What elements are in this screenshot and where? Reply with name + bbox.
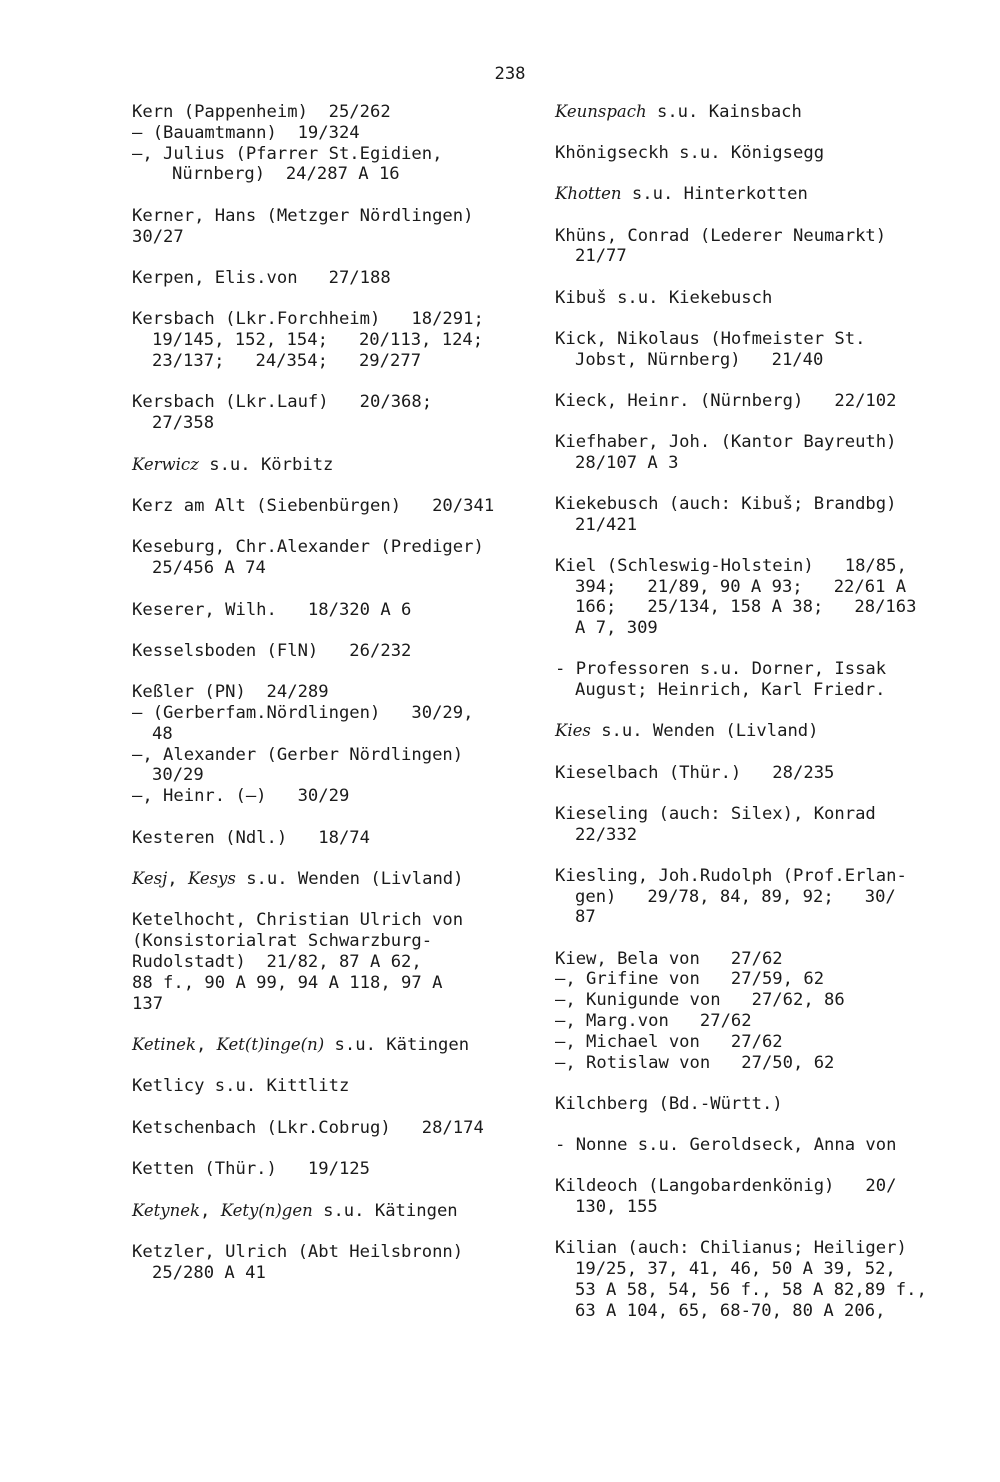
index-entry: [132, 1118, 532, 1139]
entry-text: 166; 25/134, 158 A 38; 28/163: [575, 597, 917, 618]
entry-text: Ketzler, Ulrich (Abt Heilsbronn): [132, 1241, 464, 1262]
entry-line: [132, 309, 532, 330]
entry-text: —, Kunigunde von 27/62, 86: [555, 990, 845, 1011]
entry-text: 25/456 A 74: [152, 558, 266, 579]
entry-line: [132, 1263, 532, 1284]
entry-text: 22/332: [575, 824, 638, 845]
index-entry: [132, 102, 532, 185]
entry-line: [555, 1301, 955, 1322]
emphasized-term: Kety(n)gen: [220, 1200, 313, 1220]
entry-line: [132, 413, 532, 434]
entry-text: August; Heinrich, Karl Friedr.: [575, 680, 886, 701]
entry-line: [132, 537, 532, 558]
entry-line: [555, 577, 955, 598]
index-entry: [555, 102, 955, 123]
entry-text: Kerner, Hans (Metzger Nördlingen): [132, 205, 474, 226]
index-entry: [132, 496, 532, 517]
index-entry: [555, 391, 955, 412]
entry-line: [555, 556, 955, 577]
entry-line: [555, 143, 955, 164]
index-entry: [555, 1094, 955, 1115]
index-entry: [132, 206, 532, 248]
entry-text: 19/145, 152, 154; 20/113, 124;: [152, 330, 484, 351]
entry-text: 25/280 A 41: [152, 1262, 266, 1283]
entry-text: 130, 155: [575, 1196, 658, 1217]
entry-line: [132, 1118, 532, 1139]
index-entry: [132, 869, 532, 890]
entry-text: ,: [167, 869, 188, 890]
entry-line: [132, 268, 532, 289]
index-entry: [555, 1176, 955, 1218]
entry-line: [132, 973, 532, 994]
index-entry: [555, 143, 955, 164]
entry-text: — (Bauamtmann) 19/324: [132, 122, 360, 143]
entry-text: 28/107 A 3: [575, 452, 679, 473]
index-entry: [132, 537, 532, 579]
entry-text: Kieck, Heinr. (Nürnberg) 22/102: [555, 390, 897, 411]
entry-line: [132, 1076, 532, 1097]
entry-line: [555, 804, 955, 825]
entry-text: Keseburg, Chr.Alexander (Prediger): [132, 537, 484, 558]
entry-line: [555, 949, 955, 970]
index-entry: [555, 1238, 955, 1321]
entry-text: Keßler (PN) 24/289: [132, 682, 329, 703]
entry-text: Ketelhocht, Christian Ulrich von: [132, 910, 464, 931]
entry-line: [555, 659, 955, 680]
entry-text: Nürnberg) 24/287 A 16: [172, 164, 400, 185]
entry-line: [555, 226, 955, 247]
entry-text: Khönigseckh s.u. Königsegg: [555, 143, 825, 164]
index-entry: [555, 556, 955, 639]
entry-line: [132, 600, 532, 621]
entry-text: 21/77: [575, 246, 627, 267]
index-entry: [555, 184, 955, 205]
entry-line: [132, 745, 532, 766]
entry-line: [555, 1032, 955, 1053]
entry-text: s.u. Wenden (Livland): [235, 869, 464, 890]
entry-text: 30/29: [152, 765, 204, 786]
entry-text: —, Alexander (Gerber Nördlingen): [132, 744, 464, 765]
entry-text: Kersbach (Lkr.Lauf) 20/368;: [132, 392, 433, 413]
entry-line: [555, 597, 955, 618]
emphasized-term: Kerwicz: [132, 454, 199, 474]
entry-line: [555, 990, 955, 1011]
entry-text: —, Grifine von 27/59, 62: [555, 969, 825, 990]
index-entry: [555, 288, 955, 309]
entry-line: [555, 1280, 955, 1301]
entry-text: —, Julius (Pfarrer St.Egidien,: [132, 143, 443, 164]
entry-text: Ketschenbach (Lkr.Cobrug) 28/174: [132, 1117, 484, 1138]
entry-line: [555, 825, 955, 846]
entry-line: [132, 206, 532, 227]
entry-line: [555, 1197, 955, 1218]
index-entry: [555, 1135, 955, 1156]
entry-text: - Professoren s.u. Dorner, Issak: [555, 659, 887, 680]
entry-text: s.u. Kätingen: [312, 1200, 458, 1221]
entry-line: [555, 1053, 955, 1074]
entry-text: gen) 29/78, 84, 89, 92; 30/: [575, 886, 896, 907]
entry-line: [555, 969, 955, 990]
entry-text: Kiel (Schleswig-Holstein) 18/85,: [555, 555, 907, 576]
index-entry: [132, 600, 532, 621]
entry-line: [555, 1094, 955, 1115]
emphasized-term: Ketinek: [132, 1035, 196, 1055]
entry-text: Kesteren (Ndl.) 18/74: [132, 827, 370, 848]
index-entry: [555, 432, 955, 474]
entry-line: [132, 123, 532, 144]
entry-line: [132, 351, 532, 372]
entry-line: [555, 618, 955, 639]
emphasized-term: Ketynek: [132, 1200, 200, 1220]
entry-text: Ketten (Thür.) 19/125: [132, 1159, 370, 1180]
entry-line: [555, 432, 955, 453]
index-entry: [555, 226, 955, 268]
entry-line: [555, 1238, 955, 1259]
index-entry: [555, 659, 955, 701]
entry-line: [132, 227, 532, 248]
entry-line: [555, 494, 955, 515]
index-entry: [555, 866, 955, 928]
entry-line: [555, 391, 955, 412]
entry-text: 30/27: [132, 226, 184, 247]
entry-text: Kern (Pappenheim) 25/262: [132, 102, 391, 122]
index-entry: [555, 494, 955, 536]
entry-line: [132, 1201, 532, 1222]
entry-text: s.u. Kainsbach: [646, 102, 802, 122]
index-column-left: [132, 102, 532, 1304]
emphasized-term: Keunspach: [555, 102, 647, 121]
entry-line: [555, 680, 955, 701]
entry-text: Kiesling, Joh.Rudolph (Prof.Erlan-: [555, 865, 907, 886]
emphasized-term: Kies: [555, 721, 591, 741]
entry-line: [132, 931, 532, 952]
index-entry: [132, 828, 532, 849]
index-entry: [132, 1076, 532, 1097]
entry-line: [132, 724, 532, 745]
entry-line: [555, 1176, 955, 1197]
index-entry: [555, 949, 955, 1074]
entry-text: ,: [200, 1200, 221, 1221]
entry-line: [555, 184, 955, 205]
emphasized-term: Kesys: [187, 869, 236, 889]
entry-line: [132, 641, 532, 662]
entry-text: s.u. Wenden (Livland): [590, 721, 819, 742]
entry-text: Kiekebusch (auch: Kibuš; Brandbg): [555, 493, 897, 514]
entry-line: [555, 866, 955, 887]
entry-line: [132, 164, 532, 185]
index-entry: [132, 910, 532, 1014]
entry-text: Kersbach (Lkr.Forchheim) 18/291;: [132, 309, 484, 330]
emphasized-term: Ket(t)inge(n): [216, 1035, 325, 1055]
entry-line: [555, 887, 955, 908]
entry-text: 137: [132, 993, 164, 1014]
entry-text: 19/25, 37, 41, 46, 50 A 39, 52,: [575, 1258, 896, 1279]
entry-line: [132, 1035, 532, 1056]
entry-line: [132, 455, 532, 476]
entry-line: [132, 1159, 532, 1180]
entry-text: Kesselsboden (FlN) 26/232: [132, 640, 412, 661]
entry-text: Kibuš s.u. Kiekebusch: [555, 287, 773, 308]
entry-text: —, Heinr. (—) 30/29: [132, 786, 350, 807]
entry-line: [555, 102, 955, 123]
entry-text: Kiew, Bela von 27/62: [555, 948, 783, 969]
entry-text: 88 f., 90 A 99, 94 A 118, 97 A: [132, 972, 443, 993]
entry-line: [555, 907, 955, 928]
entry-text: Rudolstadt) 21/82, 87 A 62,: [132, 952, 422, 973]
index-entry: [132, 309, 532, 371]
entry-text: Jobst, Nürnberg) 21/40: [575, 349, 824, 370]
entry-text: 87: [575, 907, 596, 928]
entry-text: —, Marg.von 27/62: [555, 1010, 752, 1031]
entry-line: [132, 330, 532, 351]
entry-text: Ketlicy s.u. Kittlitz: [132, 1076, 350, 1097]
index-entry: [555, 721, 955, 742]
entry-line: [132, 828, 532, 849]
index-entry: [132, 1159, 532, 1180]
entry-text: Kick, Nikolaus (Hofmeister St.: [555, 328, 866, 349]
index-entry: [132, 455, 532, 476]
entry-text: — (Gerberfam.Nördlingen) 30/29,: [132, 703, 474, 724]
index-entry: [132, 682, 532, 807]
entry-line: [555, 515, 955, 536]
entry-text: A 7, 309: [575, 618, 658, 639]
page-number: 238: [494, 64, 526, 84]
entry-line: [132, 952, 532, 973]
entry-line: [132, 910, 532, 931]
entry-line: [555, 350, 955, 371]
entry-text: 21/421: [575, 514, 638, 535]
entry-text: Kerpen, Elis.von 27/188: [132, 267, 391, 288]
index-entry: [132, 268, 532, 289]
entry-line: [555, 1135, 955, 1156]
entry-line: [132, 1242, 532, 1263]
emphasized-term: Kesj: [132, 869, 168, 889]
entry-text: 48: [152, 723, 173, 744]
entry-line: [132, 558, 532, 579]
entry-text: Khüns, Conrad (Lederer Neumarkt): [555, 225, 887, 246]
entry-text: —, Michael von 27/62: [555, 1031, 783, 1052]
entry-text: 23/137; 24/354; 29/277: [152, 350, 422, 371]
entry-text: s.u. Hinterkotten: [621, 184, 808, 205]
entry-line: [555, 721, 955, 742]
entry-line: [555, 763, 955, 784]
entry-line: [555, 288, 955, 309]
index-entry: [555, 329, 955, 371]
entry-line: [555, 453, 955, 474]
entry-text: 27/358: [152, 413, 215, 434]
entry-line: [132, 144, 532, 165]
index-column-right: [555, 102, 955, 1342]
entry-text: Kiefhaber, Joh. (Kantor Bayreuth): [555, 431, 897, 452]
entry-line: [555, 246, 955, 267]
entry-line: [132, 869, 532, 890]
entry-text: 63 A 104, 65, 68-70, 80 A 206,: [575, 1300, 886, 1321]
entry-line: [555, 329, 955, 350]
entry-line: [555, 1259, 955, 1280]
entry-text: Kieseling (auch: Silex), Konrad: [555, 803, 876, 824]
entry-text: s.u. Körbitz: [198, 454, 334, 475]
entry-line: [132, 682, 532, 703]
entry-line: [132, 496, 532, 517]
index-entry: [132, 641, 532, 662]
index-entry: [132, 1242, 532, 1284]
index-entry: [132, 392, 532, 434]
entry-line: [132, 392, 532, 413]
emphasized-term: Khotten: [555, 184, 622, 204]
entry-text: —, Rotislaw von 27/50, 62: [555, 1052, 835, 1073]
index-entry: [132, 1035, 532, 1056]
entry-line: [132, 703, 532, 724]
index-entry: [555, 763, 955, 784]
entry-text: ,: [195, 1035, 217, 1056]
entry-line: [132, 102, 532, 123]
entry-line: [132, 765, 532, 786]
entry-text: Keserer, Wilh. 18/320 A 6: [132, 599, 412, 620]
entry-text: Kerz am Alt (Siebenbürgen) 20/341: [132, 495, 495, 516]
entry-text: Kilchberg (Bd.-Württ.): [555, 1093, 783, 1114]
entry-text: Kieselbach (Thür.) 28/235: [555, 762, 835, 783]
entry-text: 53 A 58, 54, 56 f., 58 A 82,89 f.,: [575, 1279, 927, 1300]
index-entry: [132, 1201, 532, 1222]
entry-text: (Konsistorialrat Schwarzburg-: [132, 931, 433, 952]
entry-text: 394; 21/89, 90 A 93; 22/61 A: [575, 576, 907, 597]
index-entry: [555, 804, 955, 846]
entry-line: [132, 786, 532, 807]
entry-text: Kildeoch (Langobardenkönig) 20/: [555, 1176, 897, 1197]
entry-text: s.u. Kätingen: [324, 1035, 470, 1056]
entry-text: - Nonne s.u. Geroldseck, Anna von: [555, 1134, 897, 1155]
entry-text: Kilian (auch: Chilianus; Heiliger): [555, 1238, 907, 1259]
entry-line: [132, 994, 532, 1015]
entry-line: [555, 1011, 955, 1032]
